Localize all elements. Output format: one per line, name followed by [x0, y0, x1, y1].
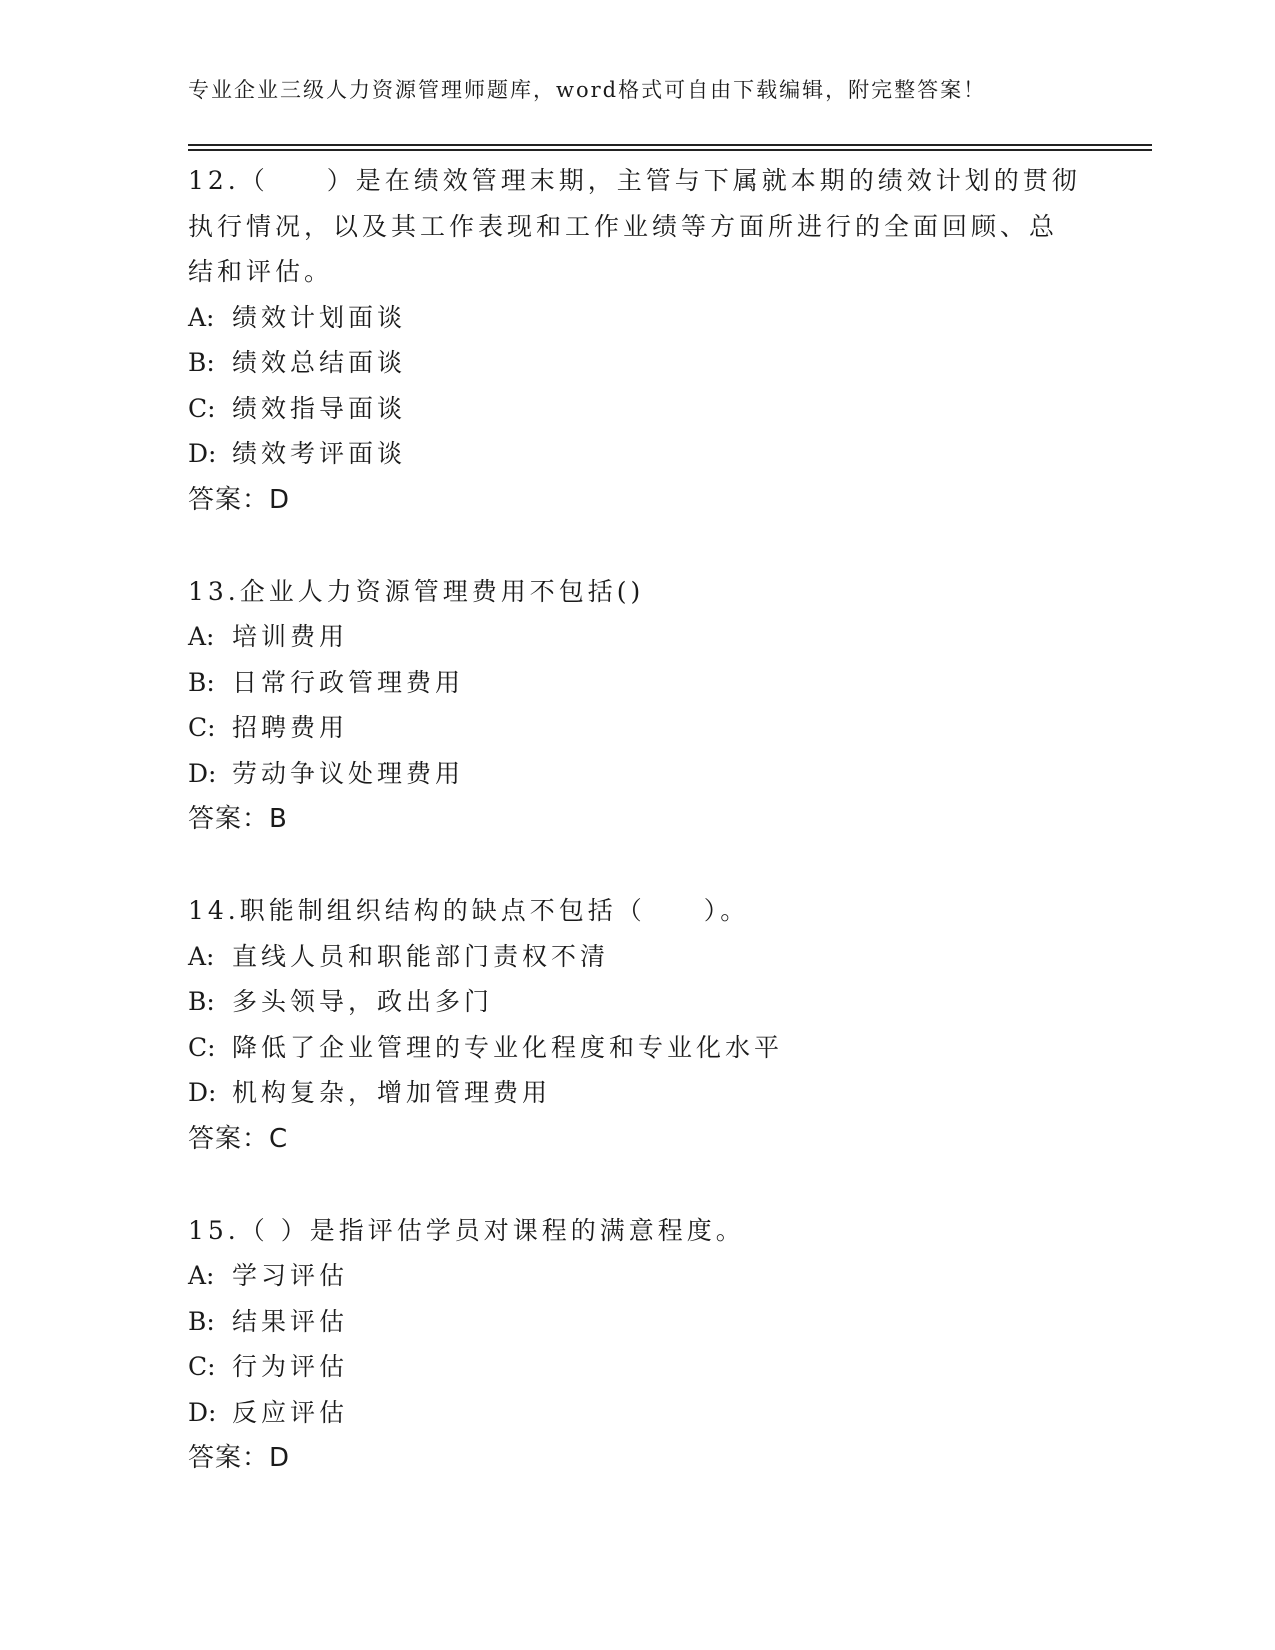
option-a — [188, 934, 1088, 980]
answer-line: 答案：C — [188, 1123, 289, 1154]
option-text: 行为评估 — [232, 1352, 349, 1381]
question-stem-line: 14.职能制组织结构的缺点不包括（ ）。 — [188, 896, 750, 925]
option-a — [188, 295, 1088, 341]
option-text: 绩效计划面谈 — [232, 302, 407, 332]
question-15 — [188, 1208, 1088, 1483]
option-key: C: — [188, 713, 216, 742]
question-stem-line: 13.企业人力资源管理费用不包括() — [188, 576, 645, 606]
option-c — [188, 705, 1088, 751]
option-d — [188, 751, 1088, 797]
option-c — [188, 386, 1088, 432]
question-12 — [188, 158, 1088, 524]
option-d — [188, 1070, 1088, 1116]
question-13 — [188, 569, 1088, 844]
option-text: 降低了企业管理的专业化程度和专业化水平 — [232, 1032, 784, 1062]
question-stem-line: 15.（ ）是指评估学员对课程的满意程度。 — [188, 1215, 745, 1245]
question-stem-line: 12.（ ）是在绩效管理末期，主管与下属就本期的绩效计划的贯彻 — [188, 166, 1081, 195]
header-divider-top — [188, 144, 1152, 146]
question-stem-line: 结和评估。 — [188, 257, 334, 286]
answer-line: 答案：B — [188, 804, 288, 834]
option-key: D: — [188, 758, 217, 788]
option-text: 绩效考评面谈 — [232, 439, 407, 468]
option-text: 培训费用 — [232, 622, 349, 651]
option-key: A: — [188, 622, 215, 651]
header-divider-bottom — [188, 149, 1152, 151]
option-key: D: — [188, 439, 217, 468]
option-key: C: — [188, 1352, 216, 1381]
option-key: C: — [188, 393, 216, 423]
option-key: A: — [188, 302, 215, 332]
option-key: B: — [188, 987, 215, 1016]
option-text: 多头领导，政出多门 — [232, 987, 494, 1016]
option-text: 学习评估 — [232, 1261, 349, 1290]
option-key: B: — [188, 348, 215, 377]
option-text: 日常行政管理费用 — [232, 667, 465, 697]
option-key: A: — [188, 941, 215, 971]
option-key: D: — [188, 1397, 217, 1427]
option-a — [188, 614, 1088, 660]
page-header: 专业企业三级人力资源管理师题库，word格式可自由下载编辑，附完整答案！ — [188, 78, 987, 102]
question-14 — [188, 888, 1088, 1163]
option-text: 直线人员和职能部门责权不清 — [232, 941, 610, 971]
option-d — [188, 1390, 1088, 1436]
option-text: 反应评估 — [232, 1397, 349, 1427]
option-b — [188, 1299, 1088, 1345]
option-b — [188, 979, 1088, 1025]
question-list — [188, 158, 1088, 1527]
option-b — [188, 660, 1088, 706]
option-key: A: — [188, 1261, 215, 1290]
option-c — [188, 1025, 1088, 1071]
answer-line: 答案：D — [188, 484, 291, 515]
option-text: 劳动争议处理费用 — [232, 758, 465, 788]
option-key: B: — [188, 1306, 215, 1336]
option-text: 结果评估 — [232, 1306, 349, 1336]
option-text: 绩效总结面谈 — [232, 348, 407, 377]
option-text: 机构复杂，增加管理费用 — [232, 1078, 552, 1107]
option-key: D: — [188, 1078, 217, 1107]
option-a — [188, 1253, 1088, 1299]
option-d — [188, 431, 1088, 477]
question-stem-line: 执行情况，以及其工作表现和工作业绩等方面所进行的全面回顾、总 — [188, 211, 1059, 241]
option-c — [188, 1344, 1088, 1390]
option-key: C: — [188, 1032, 216, 1062]
option-key: B: — [188, 667, 215, 697]
option-b — [188, 340, 1088, 386]
option-text: 招聘费用 — [232, 713, 349, 742]
answer-line: 答案：D — [188, 1443, 291, 1473]
option-text: 绩效指导面谈 — [232, 393, 407, 423]
